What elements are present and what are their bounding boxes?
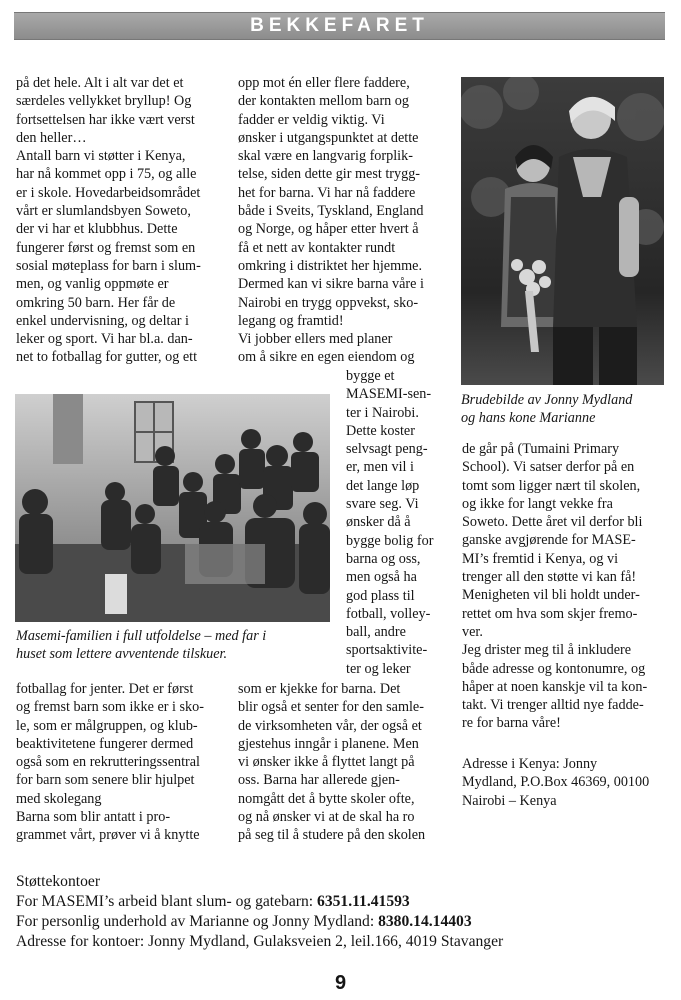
column3-text: de går på (Tumaini Primary School). Vi satser derfor på en tomt som ligger nært til skolen, og ikke for langt vekke fra Soweto. Dette året vil derfor bli ganske avgjørende for MASE- MI’s fremtid i Kenya, og vi trenger all den støtte vi kan få! Menigheten vil bli holdt under- rettet om hva som skjer fremo- ver. Jeg drister meg til å inkludere både adresse og kontonumre, og håper at noen kanskje vil ta kon- takt. Vi trenger alltid nye fadde- re for barna våre! (462, 441, 648, 732)
support-line-masemi-label: For MASEMI’s arbeid blant slum- og gatebarn: (16, 893, 318, 910)
column2-narrow-text: bygge et MASEMI-sen- ter i Nairobi. Dette koster selvsagt peng- er, men vil i det lange løp svare seg. Vi ønsker då å bygge bolig for barna og oss, men også ha god plass til fotball, volley- ball, andre sportsaktivite- ter og leker (346, 368, 434, 677)
wedding-photo-caption: Brudebilde av Jonny Mydland og hans kone Marianne (461, 392, 633, 427)
column2-bottom-text: som er kjekke for barna. Det blir også et senter for den samle- de virksomheten vår, der også et gjestehus inngår i planene. Men vi ønsker ikke å flyttet langt på oss. Barna har allerede gjen- nomgått det å bytte skoler ofte, og nå ønsker vi at de skal ha ro på seg til å studere på den skolen (238, 681, 426, 844)
support-address: Adresse for kontoer: Jonny Mydland, Gulaksveien 2, leil.166, 4019 Stavanger (16, 933, 504, 950)
masemi-account-number: 6351.11.41593 (317, 893, 410, 910)
group-photo-caption: Masemi-familien i full utfoldelse – med far i huset som lettere avventende tilskuer. (16, 628, 267, 663)
column1-bottom-text: fotballag for jenter. Det er først og fremst barn som ikke er i sko- le, som er målgruppen, og klub- beaktivitetene fungerer dermed også som en rekrutteringssentral for barn som senere blir hjulpet med skolegang Barna som blir antatt i pro- grammet vårt, prøver vi å knytte (16, 681, 204, 844)
kenya-address: Adresse i Kenya: Jonny Mydland, P.O.Box 46369, 00100 Nairobi – Kenya (462, 756, 650, 809)
section-banner (14, 12, 665, 40)
section-title: BEKKEFARET (250, 15, 429, 36)
support-line-personal-label: For personlig underhold av Marianne og Jonny Mydland: (16, 913, 379, 930)
page-number: 9 (334, 972, 347, 994)
wedding-photo (461, 77, 664, 385)
support-heading: Støttekontoer (16, 873, 101, 890)
support-line-personal (16, 912, 472, 932)
personal-account-number: 8380.14.14403 (378, 913, 472, 930)
support-line-masemi (16, 892, 410, 912)
column1-top-text: på det hele. Alt i alt var det et særdeles vellykket bryllup! Og fortsettelsen har ikke vært verst den heller… Antall barn vi støtter i Kenya, har nå kommet opp i 75, og alle er i skole. Hovedarbeidsområdet vårt er slumlandsbyen Soweto, der vi har et klubbhus. Dette fungerer først og fremst som en sosial møteplass for barn i slum- men, og vanlig oppmøte er omkring 50 barn. Her får de enkel undervisning, og deltar i leker og sport. Vi har bl.a. dan- net to fotballag for gutter, og ett (16, 75, 201, 366)
column2-top-text: opp mot én eller flere faddere, der kontakten mellom barn og fadder er veldig viktig. Vi ønsker i utgangspunktet at dette skal være en langvarig forplik- telse, siden dette gir mest trygg- het for barna. Vi har nå faddere både i Sveits, Tyskland, England og Norge, og håper etter hvert å få et nett av kontakter rundt omkring i distriktet her hjemme. Dermed kan vi sikre barna våre i Nairobi en trygg oppvekst, sko- legang og framtid! Vi jobber ellers med planer om å sikre en egen eiendom og (238, 75, 424, 366)
group-photo (15, 394, 330, 622)
